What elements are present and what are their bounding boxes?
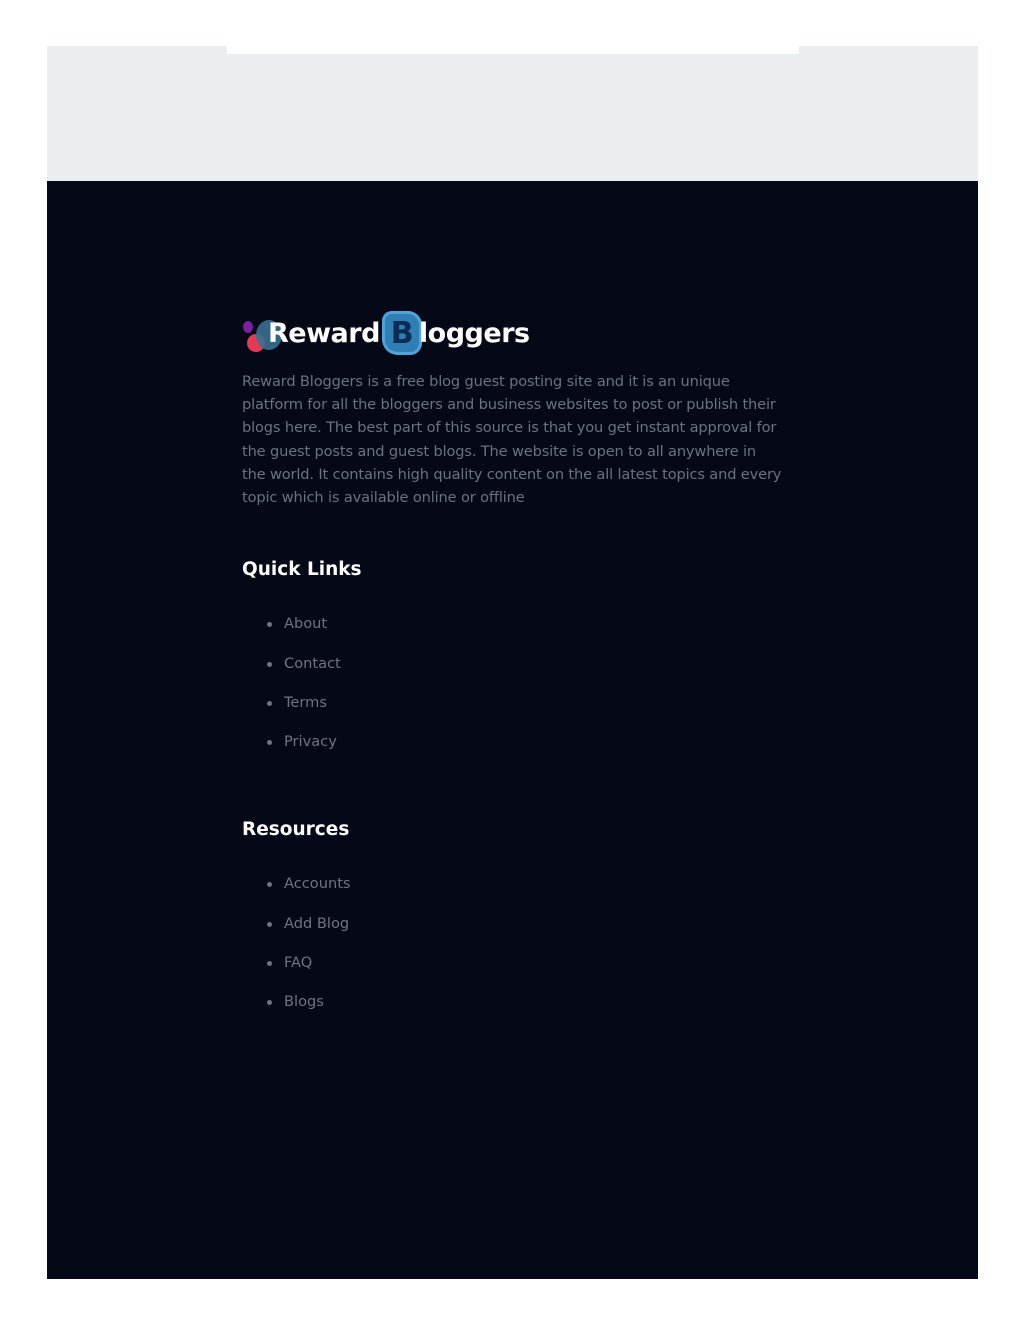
purple-dot-icon	[243, 321, 253, 333]
brand-name-part1: Reward	[268, 317, 380, 349]
site-footer	[242, 308, 782, 1032]
brand-wordmark	[268, 311, 530, 355]
resource-item-faq	[266, 953, 782, 992]
quick-link-about[interactable]: About	[284, 615, 328, 633]
resource-link-add-blog[interactable]: Add Blog	[284, 914, 350, 932]
brand-b-badge-icon: B	[382, 311, 422, 355]
resource-item-accounts	[266, 874, 782, 913]
quick-link-item-privacy	[266, 732, 782, 771]
resource-link-blogs[interactable]: Blogs	[284, 993, 324, 1011]
quick-link-contact[interactable]: Contact	[284, 654, 341, 672]
resource-item-blogs	[266, 992, 782, 1031]
logo-dots-icon	[242, 313, 268, 353]
top-band	[47, 46, 978, 181]
quick-link-item-about	[266, 614, 782, 653]
brand-logo[interactable]	[242, 308, 782, 358]
resources-title: Resources	[242, 819, 350, 841]
quick-link-terms[interactable]: Terms	[284, 693, 327, 711]
brand-name-part2: loggers	[418, 317, 530, 349]
quick-link-privacy[interactable]: Privacy	[284, 733, 337, 751]
resource-item-add-blog	[266, 914, 782, 953]
quick-links-list	[266, 614, 782, 771]
quick-link-item-terms	[266, 693, 782, 732]
resource-link-faq[interactable]: FAQ	[284, 954, 313, 971]
about-description: Reward Bloggers is a free blog guest posting site and it is an unique platform for all the bloggers and business websites to post or publish their blogs here. The best part of this source is that you get instant approval for the guest posts and guest blogs. The website is open to all anywhere in the world. It contains high quality content on the all latest topics and every topic which is available online or offline	[242, 373, 782, 507]
quick-link-item-contact	[266, 654, 782, 693]
page-frame	[47, 46, 978, 1279]
resources-list	[266, 874, 782, 1031]
quick-links-title: Quick Links	[242, 559, 362, 581]
top-notch	[227, 46, 799, 54]
resource-link-accounts[interactable]: Accounts	[284, 875, 351, 893]
